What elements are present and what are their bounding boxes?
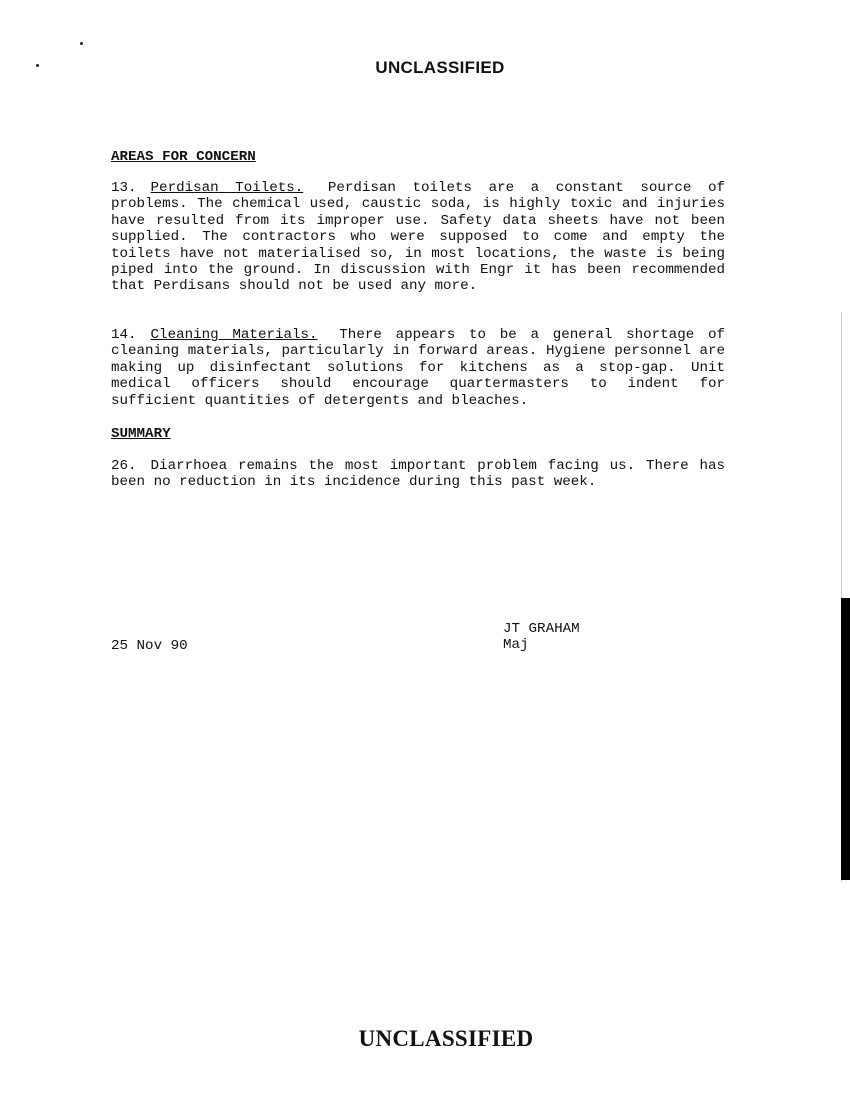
paragraph-13 bbox=[111, 180, 725, 295]
classification-footer: UNCLASSIFIED bbox=[358, 1026, 534, 1051]
paragraph-text: Diarrhoea remains the most important problem facing us. There has been no reduction in its incidence during this past week. bbox=[111, 458, 725, 491]
paragraph-number: 14. bbox=[111, 327, 137, 343]
scan-speck bbox=[80, 42, 83, 45]
signatory-name: JT GRAHAM bbox=[503, 621, 580, 637]
paragraph-26 bbox=[111, 458, 725, 491]
paragraph-number: 26. bbox=[111, 458, 137, 474]
scan-edge-shadow bbox=[841, 598, 850, 880]
section-heading-areas-for-concern: AREAS FOR CONCERN bbox=[111, 149, 256, 165]
paragraph-title: Perdisan Toilets. bbox=[150, 180, 304, 196]
paragraph-text: Perdisan toilets are a constant source of problems. The chemical used, caustic soda, is highly toxic and injuries have resulted from its improper use. Safety data sheets have not been supplied. The contractors who were supposed to come and empty the toilets have not materialised so, in most locations, the waste is being piped into the ground. In discussion with Engr it has been recommended that Perdisans should not be used any more. bbox=[111, 180, 725, 295]
signature-block bbox=[503, 621, 580, 654]
section-heading-summary: SUMMARY bbox=[111, 426, 171, 442]
paragraph-number: 13. bbox=[111, 180, 137, 196]
classification-header: UNCLASSIFIED bbox=[375, 58, 505, 77]
document-date: 25 Nov 90 bbox=[111, 638, 188, 654]
paragraph-text: There appears to be a general shortage of cleaning materials, particularly in forward areas. Hygiene personnel are making up disinfectant solutions for kitchens as a stop-gap. Unit medical officers should encourage quartermasters to indent for sufficient quantities of detergents and bleaches. bbox=[111, 327, 725, 409]
paragraph-14 bbox=[111, 327, 725, 409]
paragraph-title: Cleaning Materials. bbox=[150, 327, 318, 343]
signatory-rank: Maj bbox=[503, 637, 529, 654]
